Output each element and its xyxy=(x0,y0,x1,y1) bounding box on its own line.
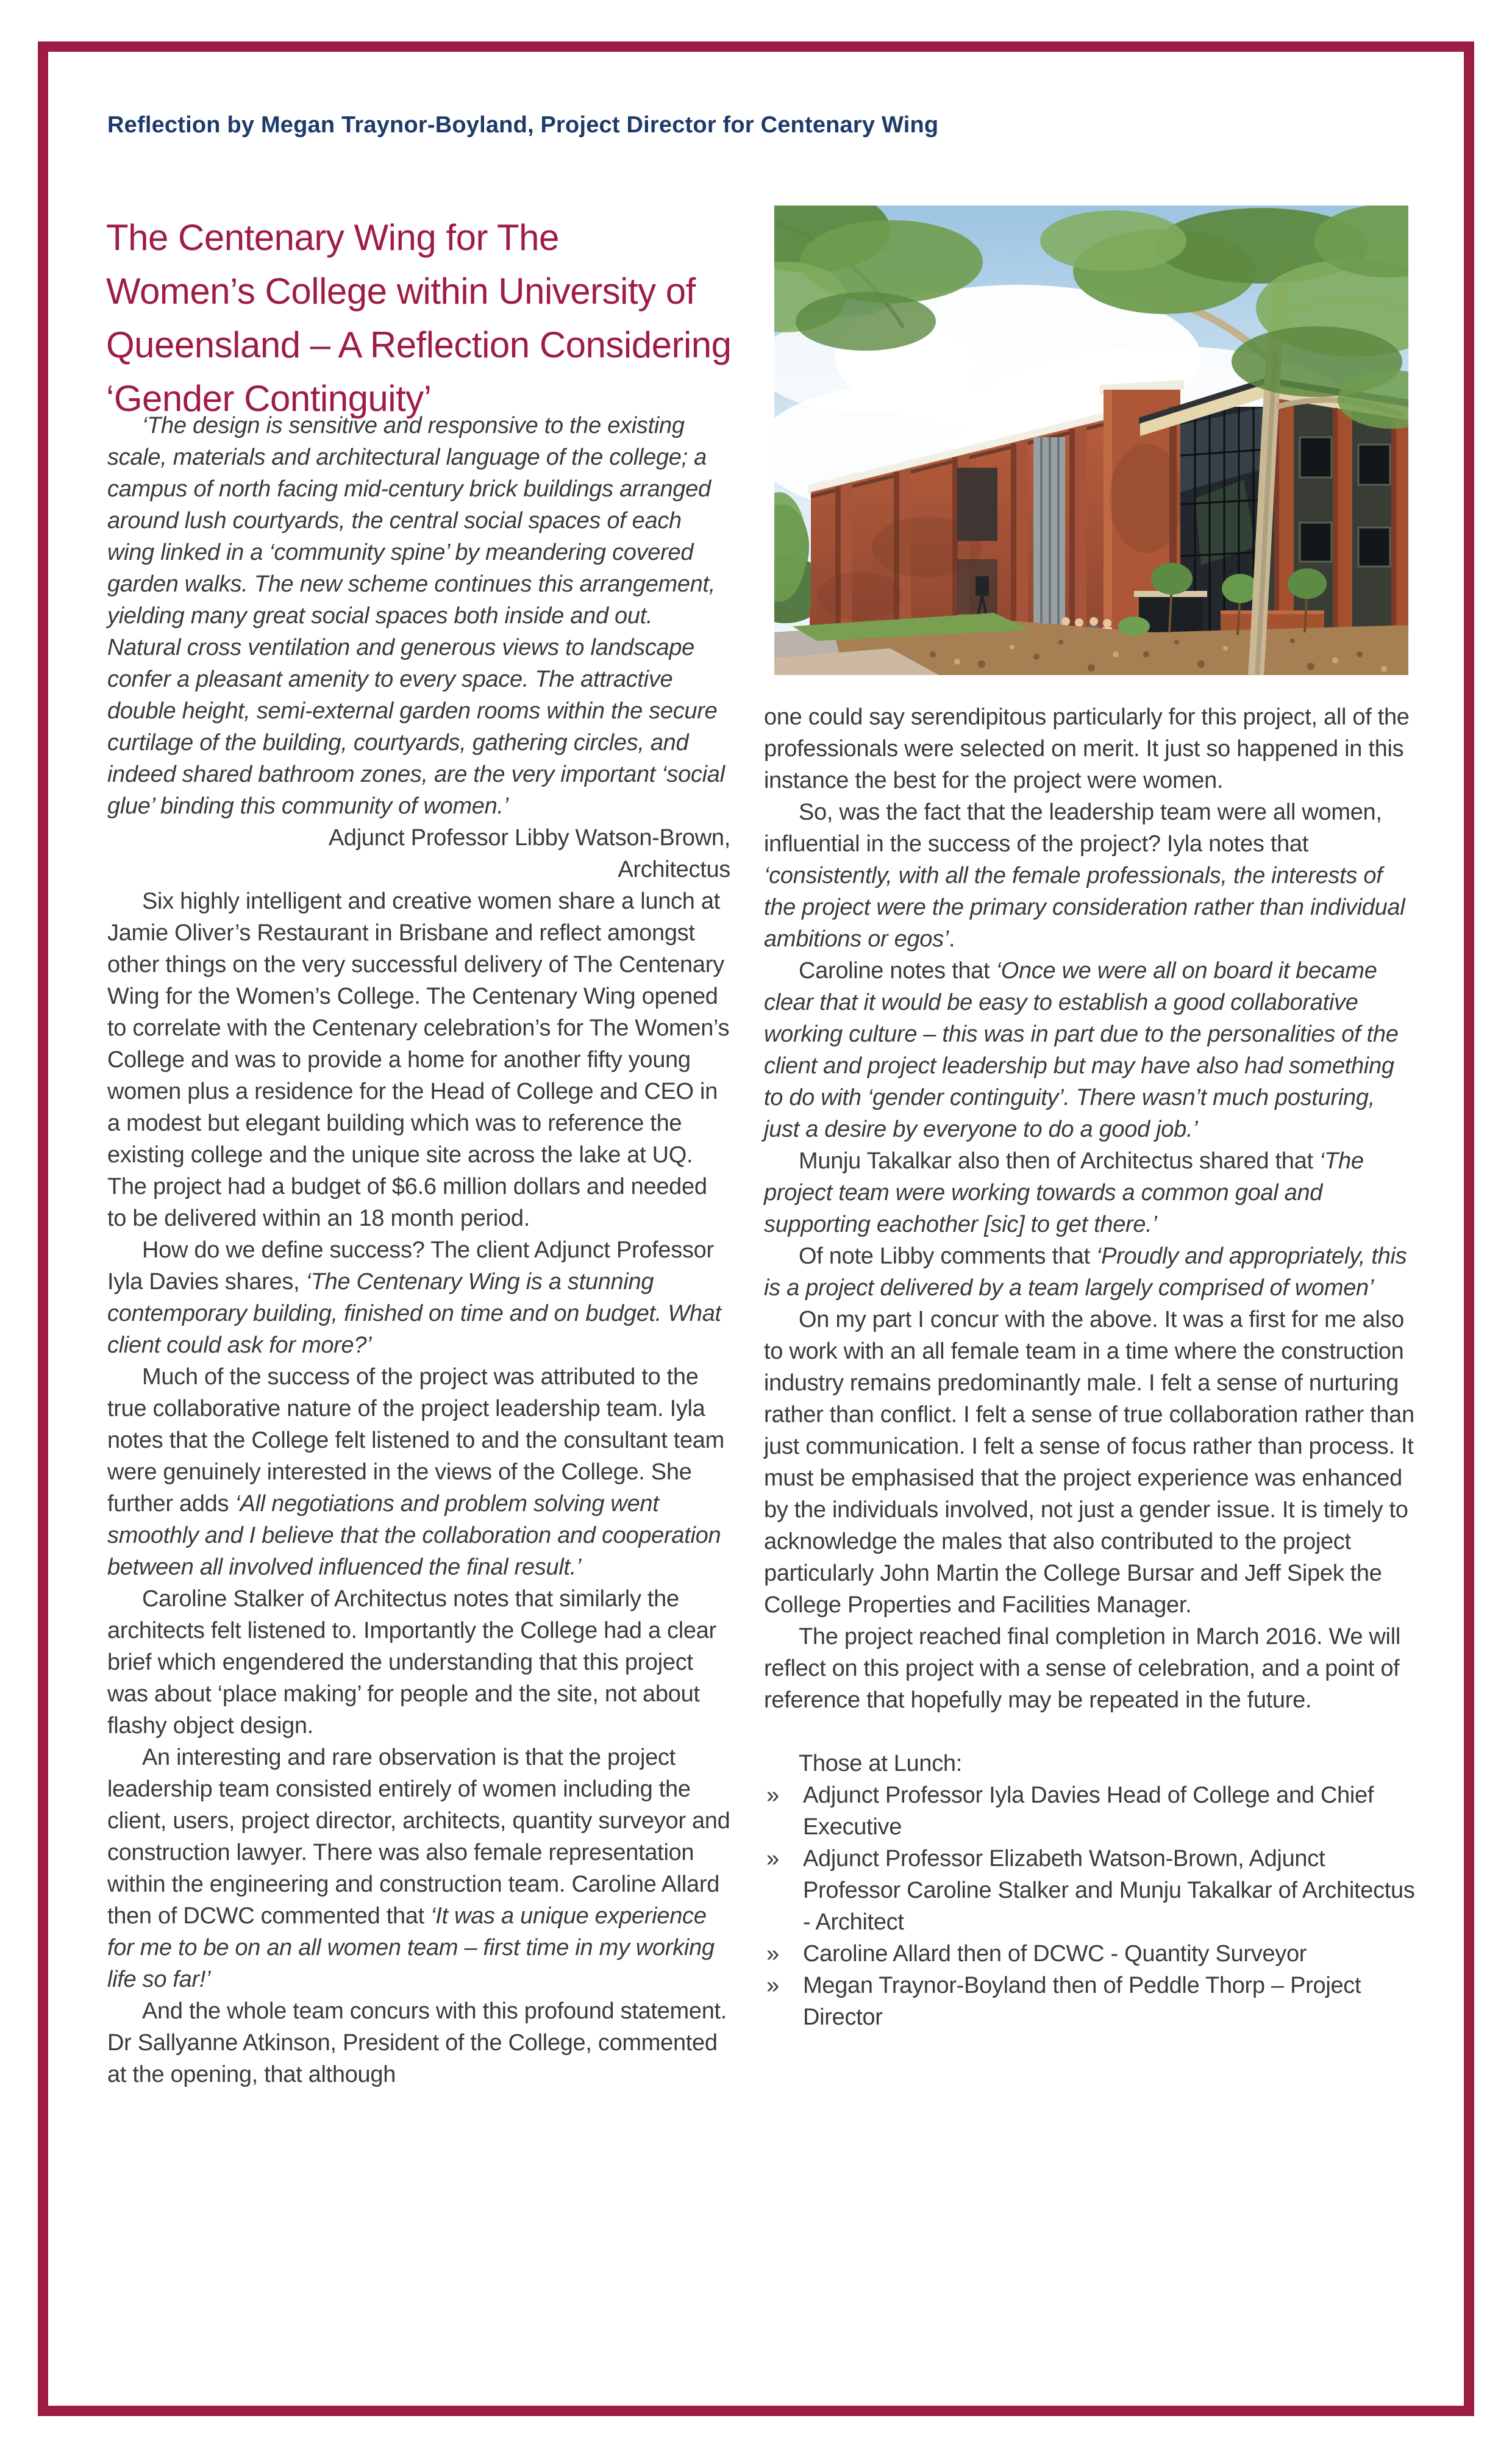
paragraph: Caroline notes that ‘Once we were all on board it became clear that it would be easy to establish a good collaborative working culture – this was in part due to the personalities of the client and project leadership but may have also had something to do with ‘gender continguity’. There wasn’t much posturing, just a desire by everyone to do a good job.’ xyxy=(764,958,1399,1142)
title-line-2: Women’s College within University of xyxy=(106,271,696,312)
title-line-4: ‘Gender Continguity’ xyxy=(106,378,432,419)
list-item: » Adjunct Professor Elizabeth Watson-Brown, Adjunct Professor Caroline Stalker and Munju Takalkar of Architectus - Architect xyxy=(764,1843,1415,1938)
building-photo xyxy=(774,206,1408,675)
list-item: » Megan Traynor-Boyland then of Peddle Thorp – Project Director xyxy=(764,1970,1415,2033)
paragraph: Six highly intelligent and creative women share a lunch at Jamie Oliver’s Restaurant in Brisbane and reflect amongst other things on the very successful delivery of The Centenary Wing for the Women’s College. The Centenary Wing opened to correlate with the Centenary celebration’s for The Women’s College and was to provide a home for another fifty young women plus a residence for the Head of College and CEO in a modest but elegant building which was to reference the existing college and the unique site across the lake at UQ. The project had a budget of $6.6 million dollars and needed to be delivered within an 18 month period. xyxy=(107,888,730,1231)
paragraph: So, was the fact that the leadership team were all women, influential in the success of the project? Iyla notes that ‘consistently, with all the female professionals, the interests of the project were the primary consideration rather than individual ambitions or egos’. xyxy=(764,799,1405,952)
paragraph: Of note Libby comments that ‘Proudly and appropriately, this is a project delivered by a team largely comprised of women’ xyxy=(764,1243,1407,1301)
article-title xyxy=(106,211,732,426)
pull-quote xyxy=(107,410,730,822)
lunch-list xyxy=(764,1748,1415,2033)
paragraph: Caroline Stalker of Architectus notes that similarly the architects felt listened to. Importantly the College had a clear brief which engendered the understanding that this project was about ‘place making’ for people and the site, not about flashy object design. xyxy=(107,1586,716,1739)
attribution-firm: Architectus xyxy=(618,857,730,882)
list-bullet: » xyxy=(766,1973,779,1998)
list-item: » Caroline Allard then of DCWC - Quantity Surveyor xyxy=(764,1938,1415,1970)
paragraph: How do we define success? The client Adjunct Professor Iyla Davies shares, ‘The Centenary Wing is a stunning contemporary building, finished on time and on budget. What client could ask for more?’ xyxy=(107,1237,721,1358)
title-line-3: Queensland – A Reflection Considering xyxy=(106,324,732,365)
paragraph: Much of the success of the project was attributed to the true collaborative nature of the project leadership team. Iyla notes that the College felt listened to and the consultant team were genuinely interested in the views of the College. She further adds ‘All negotiations and problem solving went smoothly and I believe that the collaboration and cooperation between all involved influenced the final result.’ xyxy=(107,1364,724,1580)
list-bullet: » xyxy=(766,1782,779,1808)
pull-quote-text: ‘The design is sensitive and responsive to the existing scale, materials and architectural language of the college; a campus of north facing mid-century brick buildings arranged around lush courtyards, the central social spaces of each wing linked in a ‘community spine’ by meandering covered garden walks. The new scheme continues this arrangement, yielding many great social spaces both inside and out. Natural cross ventilation and generous views to landscape confer a pleasant amenity to every space. The attractive double height, semi-external garden rooms within the secure curtilage of the building, courtyards, gathering circles, and indeed shared bathroom zones, are the very important ‘social glue’ binding this community of women.’ xyxy=(107,413,725,819)
title-line-1: The Centenary Wing for The xyxy=(106,217,559,258)
quote-attribution xyxy=(107,822,730,885)
paragraph: The project reached final completion in March 2016. We will reflect on this project with a sense of celebration, and a point of reference that hopefully may be repeated in the future. xyxy=(764,1624,1400,1713)
paragraph: Munju Takalkar also then of Architectus shared that ‘The project team were working towards a common goal and supporting eachother [sic] to get there.’ xyxy=(764,1148,1364,1237)
paragraph: An interesting and rare observation is that the project leadership team consisted entirely of women including the client, users, project director, architects, quantity surveyor and construction lawyer. There was also female representation within the engineering and construction team. Caroline Allard then of DCWC commented that ‘It was a unique experience for me to be on an all women team – first time in my working life so far!’ xyxy=(107,1745,730,1992)
list-item: » Adjunct Professor Iyla Davies Head of College and Chief Executive xyxy=(764,1779,1415,1843)
building-right-wing xyxy=(1267,397,1408,643)
right-column xyxy=(764,701,1415,2033)
list-bullet: » xyxy=(766,1941,779,1967)
paragraph: one could say serendipitous particularly for this project, all of the professionals were selected on merit. It just so happened in this instance the best for the project were women. xyxy=(764,704,1410,793)
byline-header: Reflection by Megan Traynor-Boyland, Project Director for Centenary Wing xyxy=(107,112,939,138)
list-bullet: » xyxy=(766,1846,779,1872)
paragraph: And the whole team concurs with this profound statement. Dr Sallyanne Atkinson, President of the College, commented at the opening, that although xyxy=(107,1998,727,2087)
lunch-list-intro: Those at Lunch: xyxy=(799,1751,963,1776)
left-column xyxy=(107,410,730,2090)
attribution-name: Adjunct Professor Libby Watson-Brown, xyxy=(328,825,730,851)
building-photo-illustration xyxy=(774,206,1408,675)
paragraph: On my part I concur with the above. It was a first for me also to work with an all female team in a time where the construction industry remains predominantly male. I felt a sense of nurturing rather than conflict. I felt a sense of true collaboration rather than just communication. I felt a sense of focus rather than process. It must be emphasised that the project experience was enhanced by the individuals involved, not just a gender issue. It is timely to acknowledge the males that also contributed to the project particularly John Martin the College Bursar and Jeff Sipek the College Properties and Facilities Manager. xyxy=(764,1307,1414,1618)
